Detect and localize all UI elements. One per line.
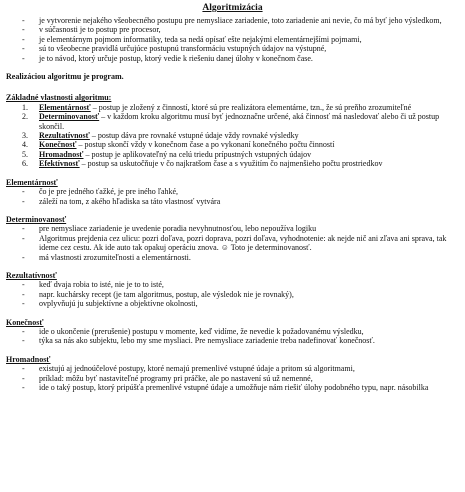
property-item — [0, 103, 465, 112]
property-term: Determinovanosť — [39, 112, 100, 122]
list-item: - čo je pre jedného ťažké, je pre iného ľahké, — [0, 187, 465, 196]
list-item: - je to návod, ktorý určuje postup, ktorý vedie k riešeniu danej úlohy v konečnom čase. — [0, 54, 465, 63]
property-item — [0, 159, 465, 168]
list-item: - ide o taký postup, ktorý pripúšťa premenlivé vstupné údaje a umožňuje nám riešiť úlohy podobného typu, napr. násobilka — [0, 383, 465, 392]
list-item: - záleží na tom, z akého hľadiska sa táto vlastnosť vytvára — [0, 197, 465, 206]
property-term: Rezultatívnosť — [39, 131, 90, 141]
property-item — [0, 131, 465, 140]
section-list — [0, 364, 465, 392]
list-item: - sú to všeobecne pravidlá určujúce postupnú transformáciu vstupných údajov na výstupné, — [0, 44, 465, 53]
properties-list — [0, 103, 465, 169]
list-item: - ovplyvňujú ju subjektívne a objektívne okolnosti, — [0, 299, 465, 308]
property-number: 2. — [22, 112, 28, 122]
list-item: - je vytvorenie nejakého všeobecného postupu pre nemysliace zariadenie, toto zariadenie ani nevie, čo má byť jeho výsledkom, — [0, 16, 465, 25]
section-heading-determinovanost: Determinovanosť — [6, 214, 67, 224]
property-text: – postup sa uskutočňuje v čo najkratšom čase a s využitím čo najmenšieho počtu prostriedkov — [79, 159, 383, 169]
document-title: Algoritmizácia — [202, 3, 263, 13]
section-list — [0, 187, 465, 206]
properties-heading: Základné vlastnosti algoritmu: — [6, 93, 112, 103]
property-number: 5. — [22, 149, 28, 159]
property-text: – postup skončí vždy v konečnom čase a po vykonaní konečného počtu činností — [76, 140, 335, 150]
property-term: Konečnosť — [39, 140, 77, 150]
list-item: - týka sa nás ako subjektu, lebo my sme mysliaci. Pre nemysliace zariadenie treba nadefinovať konečnosť. — [0, 336, 465, 345]
property-text: – postup je zložený z činností, ktoré sú pre realizátora elementárne, tzn., že sú preňho zrozumiteľné — [90, 102, 412, 112]
property-text: – v každom kroku algoritmu musí byť jednoznačne určené, aká činnosť má nasledovať alebo či už postup skončil. — [39, 112, 440, 131]
section-list — [0, 224, 465, 262]
property-term: Elementárnosť — [39, 102, 91, 112]
section-heading-elementarnost: Elementárnosť — [6, 177, 58, 187]
list-item: - je elementárnym pojmom informatiky, teda sa nedá opísať ešte nejakými elementárnejšími pojmami, — [0, 35, 465, 44]
list-item: - má vlastnosti zrozumiteľnosti a elementárnosti. — [0, 253, 465, 262]
property-item — [0, 140, 465, 149]
list-item: - v súčasnosti je to postup pre procesor, — [0, 25, 465, 34]
property-number: 3. — [22, 131, 28, 141]
list-item: - keď dvaja robia to isté, nie je to to isté, — [0, 280, 465, 289]
list-item: - napr. kuchársky recept (je tam algoritmus, postup, ale výsledok nie je rovnaký), — [0, 290, 465, 299]
realization-statement: Realizáciou algoritmu je program. — [6, 72, 124, 82]
intro-list — [0, 16, 465, 63]
property-text: – postup je aplikovateľný na celú triedu prípustných vstupných údajov — [83, 149, 312, 159]
section-heading-konecnost: Konečnosť — [6, 317, 44, 327]
list-item: - pre nemysliace zariadenie je uvedenie poradia nevyhnutnosťou, lebo nepoužíva logiku — [0, 224, 465, 233]
property-number: 4. — [22, 140, 28, 150]
section-list — [0, 327, 465, 346]
section-list — [0, 280, 465, 308]
section-heading-hromadnost: Hromadnosť — [6, 354, 51, 364]
list-item: - ide o ukončenie (prerušenie) postupu v momente, keď vidíme, že nevedie k požadovanému výsledku, — [0, 327, 465, 336]
property-item — [0, 112, 465, 131]
list-item: - príklad: môžu byť nastaviteľné programy pri práčke, ale po nastavení sú už nemenné, — [0, 374, 465, 383]
list-item: - existujú aj jednoúčelové postupy, ktoré nemajú premenlivé vstupné údaje a pritom sú algoritmami, — [0, 364, 465, 373]
property-item — [0, 150, 465, 159]
property-number: 1. — [22, 102, 28, 112]
section-heading-rezultativnost: Rezultatívnosť — [6, 270, 57, 280]
property-term: Hromadnosť — [39, 149, 84, 159]
list-item: - Algoritmus prejdenia cez ulicu: pozri doľava, pozri doprava, pozri doľava, vyhodnotenie: ak nejde nič ani zľava ani sprava, tak ideme cez cestu. Ak ide auto tak opakuj operáciu znova. ☺ Toto je determinovanosť. — [0, 234, 465, 253]
property-number: 6. — [22, 159, 28, 169]
property-term: Efektívnosť — [39, 159, 80, 169]
property-text: – postup dáva pre rovnaké vstupné údaje vždy rovnaké výsledky — [89, 131, 299, 141]
